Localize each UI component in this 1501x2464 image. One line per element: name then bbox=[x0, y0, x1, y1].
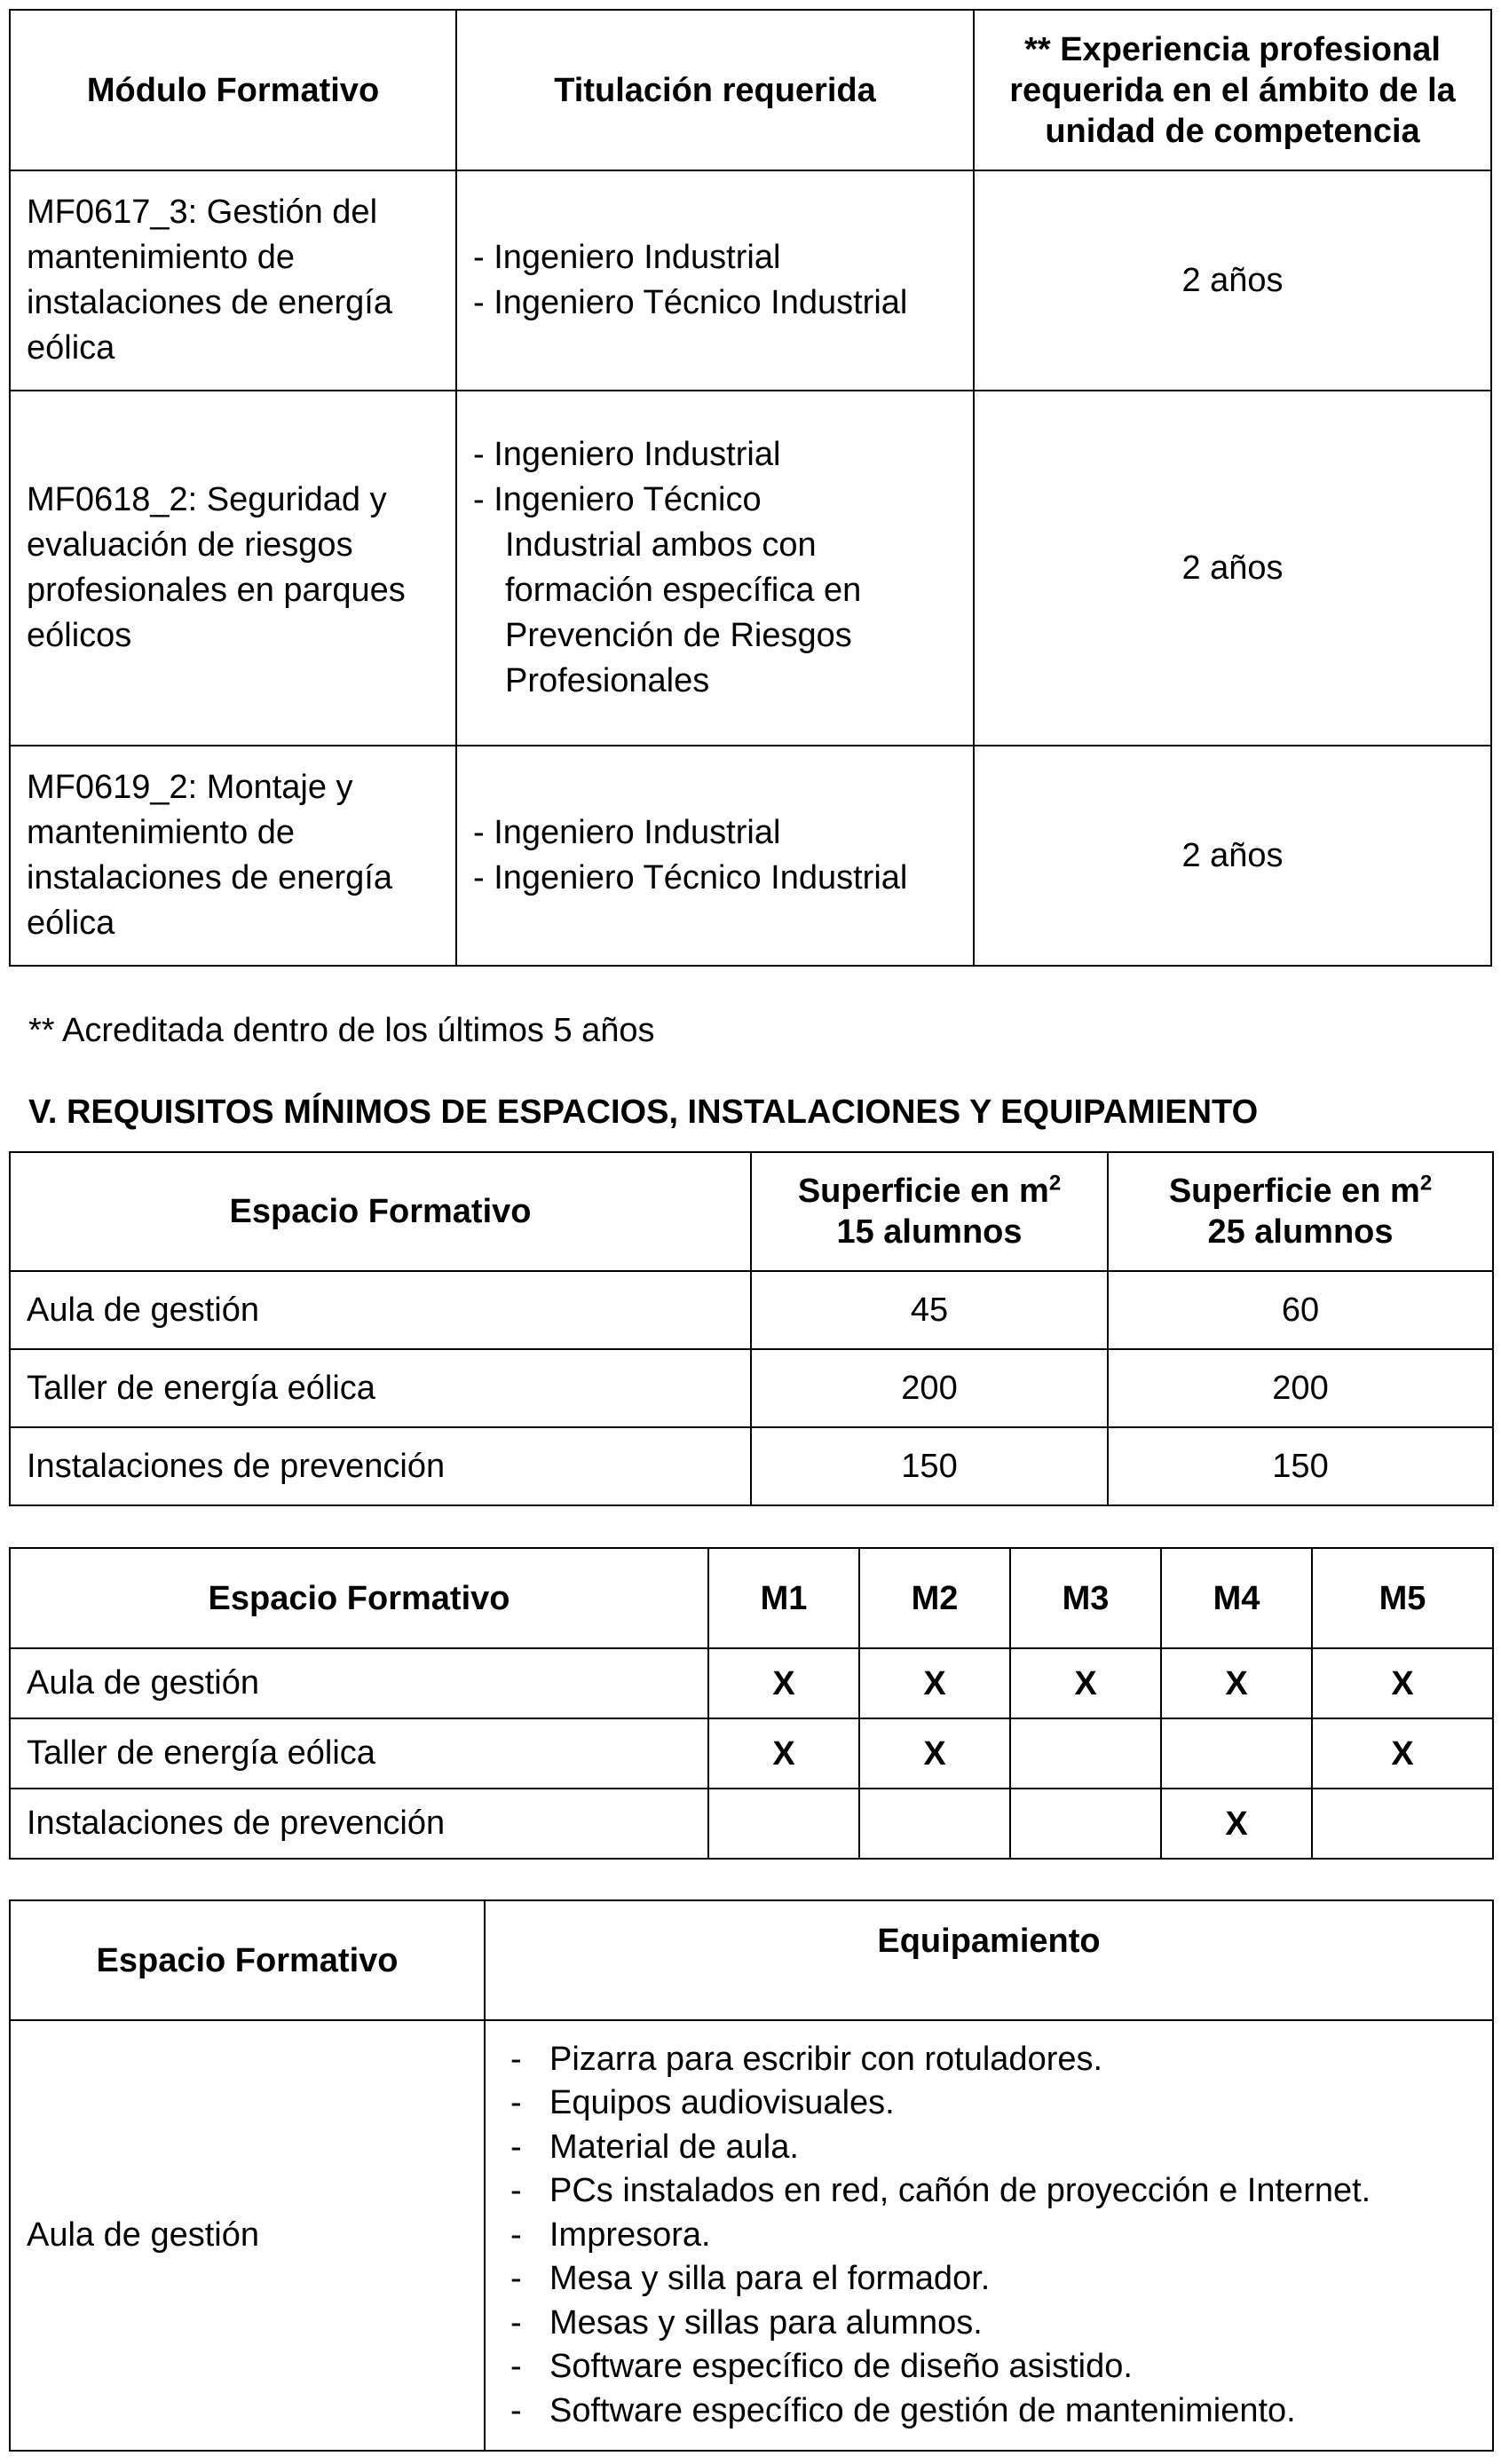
surface-header-row bbox=[10, 1152, 1493, 1271]
space-cell: Aula de gestión bbox=[10, 1648, 708, 1718]
mark-cell: X bbox=[708, 1718, 859, 1789]
mark-cell: X bbox=[1312, 1718, 1493, 1789]
list-item: - Material de aula. bbox=[510, 2126, 1492, 2170]
header-m3: M3 bbox=[1010, 1548, 1161, 1648]
module-line: profesionales en parques bbox=[27, 572, 406, 609]
mark-cell: X bbox=[1161, 1648, 1312, 1718]
qualification-line: - Ingeniero Técnico Industrial bbox=[473, 859, 908, 896]
table-row bbox=[10, 1718, 1493, 1789]
qualification-line: Industrial ambos con bbox=[505, 526, 817, 564]
module-line: eólicos bbox=[27, 617, 132, 654]
header-equipment: Equipamiento bbox=[485, 1900, 1493, 2020]
table-row bbox=[10, 1349, 1493, 1427]
list-item: - Impresora. bbox=[510, 2214, 1492, 2258]
qualification-line: Profesionales bbox=[505, 662, 710, 699]
mark-cell bbox=[1161, 1718, 1312, 1789]
list-item: - Mesa y silla para el formador. bbox=[510, 2257, 1492, 2302]
experience-cell: 2 años bbox=[974, 391, 1491, 746]
equipment-table bbox=[9, 1899, 1494, 2452]
module-line: MF0618_2: Seguridad y bbox=[27, 481, 387, 518]
space-cell: Aula de gestión bbox=[10, 1271, 751, 1349]
surface-15-cell: 150 bbox=[751, 1427, 1108, 1505]
equipment-cell bbox=[485, 2020, 1493, 2451]
header-m5: M5 bbox=[1312, 1548, 1493, 1648]
matrix-header-row bbox=[10, 1548, 1493, 1648]
table-row bbox=[10, 1648, 1493, 1718]
module-line: eólica bbox=[27, 904, 115, 942]
table-row bbox=[10, 1271, 1493, 1349]
space-cell: Aula de gestión bbox=[10, 2020, 485, 2451]
header-qualification: Titulación requerida bbox=[456, 10, 974, 170]
section-title: V. REQUISITOS MÍNIMOS DE ESPACIOS, INSTALACIONES Y EQUIPAMIENTO bbox=[28, 1094, 1259, 1131]
qualification-line: - Ingeniero Industrial bbox=[473, 814, 781, 851]
experience-cell: 2 años bbox=[974, 170, 1491, 391]
header-surface-25: Superficie en $m^2$ 25 alumnos bbox=[1108, 1152, 1493, 1271]
header-module: Módulo Formativo bbox=[10, 10, 456, 170]
mark-cell bbox=[708, 1789, 859, 1859]
surface-15-cell: 200 bbox=[751, 1349, 1108, 1427]
surface-25-cell: 200 bbox=[1108, 1349, 1493, 1427]
header-space: Espacio Formativo bbox=[10, 1548, 708, 1648]
space-cell: Taller de energía eólica bbox=[10, 1718, 708, 1789]
module-cell bbox=[10, 170, 456, 391]
table-row bbox=[10, 1789, 1493, 1859]
header-space: Espacio Formativo bbox=[10, 1152, 751, 1271]
module-line: instalaciones de energía bbox=[27, 284, 392, 321]
header-m1: M1 bbox=[708, 1548, 859, 1648]
list-item: - Pizarra para escribir con rotuladores. bbox=[510, 2038, 1492, 2082]
qualification-cell bbox=[456, 170, 974, 391]
mark-cell: X bbox=[859, 1648, 1010, 1718]
module-line: eólica bbox=[27, 329, 115, 367]
list-item: - Mesas y sillas para alumnos. bbox=[510, 2302, 1492, 2346]
qualification-line: - Ingeniero Industrial bbox=[473, 436, 781, 473]
space-cell: Taller de energía eólica bbox=[10, 1349, 751, 1427]
header-space: Espacio Formativo bbox=[10, 1900, 485, 2020]
table-row bbox=[10, 170, 1491, 391]
mark-cell: X bbox=[1161, 1789, 1312, 1859]
list-item: - Software específico de gestión de mantenimiento. bbox=[510, 2389, 1492, 2434]
equipment-header-row bbox=[10, 1900, 1493, 2020]
module-cell bbox=[10, 746, 456, 966]
qualification-cell bbox=[456, 391, 974, 746]
module-line: MF0617_3: Gestión del bbox=[27, 193, 378, 231]
qualification-line: Prevención de Riesgos bbox=[505, 617, 852, 654]
equipment-list bbox=[486, 2038, 1492, 2434]
qualification-line: - Ingeniero Técnico bbox=[473, 481, 762, 518]
mark-cell: X bbox=[708, 1648, 859, 1718]
experience-cell: 2 años bbox=[974, 746, 1491, 966]
header-m2: M2 bbox=[859, 1548, 1010, 1648]
header-surface-15: Superficie en $m^2$ 15 alumnos bbox=[751, 1152, 1108, 1271]
surface-15-cell: 45 bbox=[751, 1271, 1108, 1349]
table-row bbox=[10, 746, 1491, 966]
space-cell: Instalaciones de prevención bbox=[10, 1789, 708, 1859]
module-line: evaluación de riesgos bbox=[27, 526, 353, 564]
table-row bbox=[10, 1427, 1493, 1505]
module-line: mantenimiento de bbox=[27, 814, 296, 851]
mark-cell bbox=[1010, 1789, 1161, 1859]
list-item: - Equipos audiovisuales. bbox=[510, 2081, 1492, 2126]
qualification-line: - Ingeniero Técnico Industrial bbox=[473, 284, 908, 321]
module-line: instalaciones de energía bbox=[27, 859, 392, 896]
header-m4: M4 bbox=[1161, 1548, 1312, 1648]
table-row bbox=[10, 2020, 1493, 2451]
module-cell bbox=[10, 391, 456, 746]
mark-cell bbox=[1010, 1718, 1161, 1789]
surface-25-cell: 60 bbox=[1108, 1271, 1493, 1349]
mark-cell bbox=[1312, 1789, 1493, 1859]
mark-cell: X bbox=[1312, 1648, 1493, 1718]
module-space-matrix bbox=[9, 1547, 1494, 1860]
qualification-line: - Ingeniero Industrial bbox=[473, 239, 781, 276]
header-experience: ** Experiencia profesional requerida en el ámbito de la unidad de competencia bbox=[974, 10, 1491, 170]
surface-25-cell: 150 bbox=[1108, 1427, 1493, 1505]
table-row bbox=[10, 391, 1491, 746]
mark-cell: X bbox=[859, 1718, 1010, 1789]
list-item: - Software específico de diseño asistido. bbox=[510, 2345, 1492, 2389]
mark-cell bbox=[859, 1789, 1010, 1859]
module-line: MF0619_2: Montaje y bbox=[27, 769, 353, 806]
surface-table bbox=[9, 1151, 1494, 1506]
mark-cell: X bbox=[1010, 1648, 1161, 1718]
qualification-cell bbox=[456, 746, 974, 966]
qualification-line: formación específica en bbox=[505, 572, 862, 609]
space-cell: Instalaciones de prevención bbox=[10, 1427, 751, 1505]
module-line: mantenimiento de bbox=[27, 239, 296, 276]
footnote: ** Acreditada dentro de los últimos 5 años bbox=[28, 1012, 655, 1049]
list-item: - PCs instalados en red, cañón de proyección e Internet. bbox=[510, 2169, 1492, 2214]
qualifications-header-row bbox=[10, 10, 1491, 170]
qualifications-table bbox=[9, 9, 1492, 967]
